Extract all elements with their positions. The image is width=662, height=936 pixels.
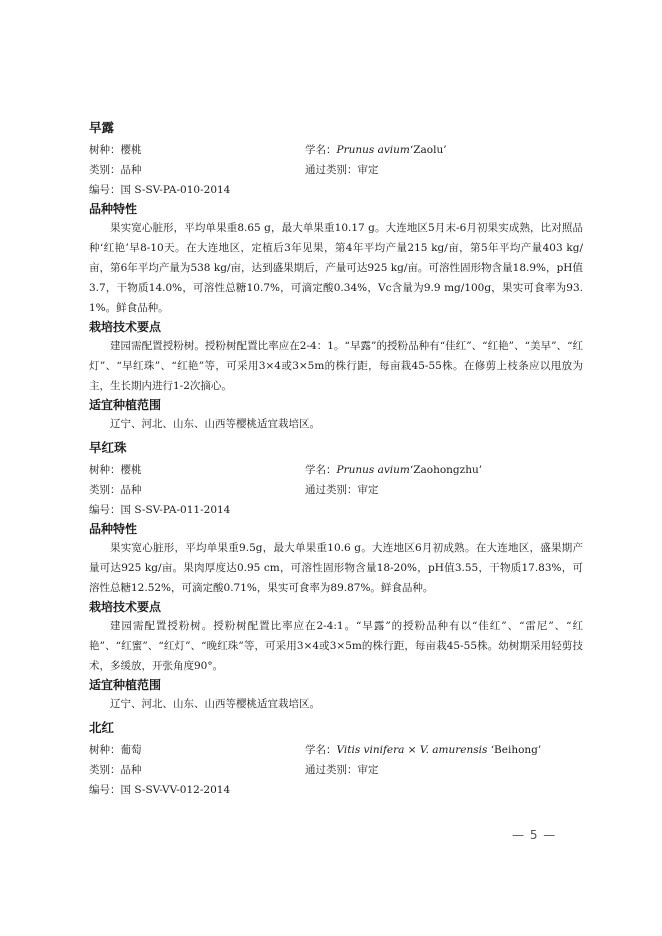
category-label: 类别：品种 xyxy=(89,484,142,496)
traits-paragraph: 果实宽心脏形，平均单果重9.5g，最大单果重10.6 g。大连地区6月初成熟。在大连地区，盛果期产量可达925 kg/亩。果肉厚度达0.95 cm，可溶性固形物含量18-20%，pH值3.55，干物质17.83%，可溶性总糖12.52%，可滴定酸0.71%，果实可食率为89.87%。鲜食品种。 xyxy=(89,542,583,594)
scientific-name xyxy=(305,140,447,160)
page-number: — 5 — xyxy=(512,828,557,842)
info-row xyxy=(89,480,583,500)
variety-entry-zaohongzhu xyxy=(89,440,583,714)
section-heading: 品种特性 xyxy=(89,522,138,536)
sci-suffix: ‘Beihong’ xyxy=(487,744,542,756)
sci-prefix: 学名： xyxy=(305,144,337,156)
species-label: 树种：葡萄 xyxy=(89,744,142,756)
sci-prefix: 学名： xyxy=(305,464,337,476)
approval-label: 通过类别：审定 xyxy=(305,164,379,176)
region-paragraph: 辽宁、河北、山东、山西等樱桃适宜栽培区。 xyxy=(110,418,320,430)
variety-title: 早红珠 xyxy=(89,440,127,455)
species-label: 树种：樱桃 xyxy=(89,464,142,476)
info-row xyxy=(89,740,583,760)
sci-suffix: ‘Zaohongzhu’ xyxy=(409,464,483,476)
sci-suffix: ‘Zaolu’ xyxy=(409,144,447,156)
section-heading: 品种特性 xyxy=(89,202,138,216)
variety-title: 北红 xyxy=(89,720,115,735)
scientific-name xyxy=(305,460,482,480)
info-row xyxy=(89,760,583,780)
variety-entry-zaolu xyxy=(89,120,583,434)
cultivation-paragraph: 建园需配置授粉树。授粉树配置比率应在2-4:1。“早露”的授粉品种有以“佳红”、“雷尼”、“红艳”、“红蜜”、“红灯”、“晚红珠”等，可采用3×4或3×5m的株行距，每亩栽45-55株。幼树期采用轻剪技术，多缓放，开张角度90°。 xyxy=(89,620,583,672)
approval-label: 通过类别：审定 xyxy=(305,484,379,496)
code-label: 编号：国 S-SV-PA-010-2014 xyxy=(89,184,231,196)
variety-entry-beihong xyxy=(89,720,583,800)
category-label: 类别：品种 xyxy=(89,164,142,176)
cultivation-paragraph: 建园需配置授粉树。授粉树配置比率应在2-4：1。“早露”的授粉品种有“佳红”、“红艳”、“美早”、“红灯”、“早红珠”、“红艳”等，可采用3×4或3×5m的株行距，每亩栽45-55株。在修剪上枝条应以甩放为主，生长期内进行1-2次摘心。 xyxy=(89,340,583,392)
sci-prefix: 学名： xyxy=(305,744,337,756)
code-label: 编号：国 S-SV-PA-011-2014 xyxy=(89,504,231,516)
scientific-name xyxy=(305,740,541,760)
species-label: 树种：樱桃 xyxy=(89,144,142,156)
sci-italic: Prunus avium xyxy=(336,464,410,476)
section-heading: 适宜种植范围 xyxy=(89,398,162,412)
variety-title: 早露 xyxy=(89,120,115,135)
info-row xyxy=(89,460,583,480)
approval-label: 通过类别：审定 xyxy=(305,764,379,776)
category-label: 类别：品种 xyxy=(89,764,142,776)
section-heading: 栽培技术要点 xyxy=(89,320,162,334)
info-row xyxy=(89,160,583,180)
sci-italic: Prunus avium xyxy=(336,144,410,156)
sci-italic: Vitis vinifera × V. amurensis xyxy=(336,744,488,756)
traits-paragraph: 果实宽心脏形，平均单果重8.65 g，最大单果重10.17 g。大连地区5月末-6月初果实成熟，比对照品种‘红艳’早8-10天。在大连地区，定植后3年见果，第4年平均产量215 kg/亩，第5年平均产量403 kg/亩，第6年平均产量为538 kg/亩，达到盛果期后，产量可达925 kg/亩。可溶性固形物含量18.9%，pH值3.7，干物质14.0%，可溶性总糖10.7%，可滴定酸0.34%，Vc含量为9.9 mg/100g，果实可食率为93.1%。鲜食品种。 xyxy=(89,222,583,314)
section-heading: 适宜种植范围 xyxy=(89,678,162,692)
info-row xyxy=(89,140,583,160)
code-label: 编号：国 S-SV-VV-012-2014 xyxy=(89,784,231,796)
region-paragraph: 辽宁、河北、山东、山西等樱桃适宜栽培区。 xyxy=(110,698,320,710)
section-heading: 栽培技术要点 xyxy=(89,600,162,614)
